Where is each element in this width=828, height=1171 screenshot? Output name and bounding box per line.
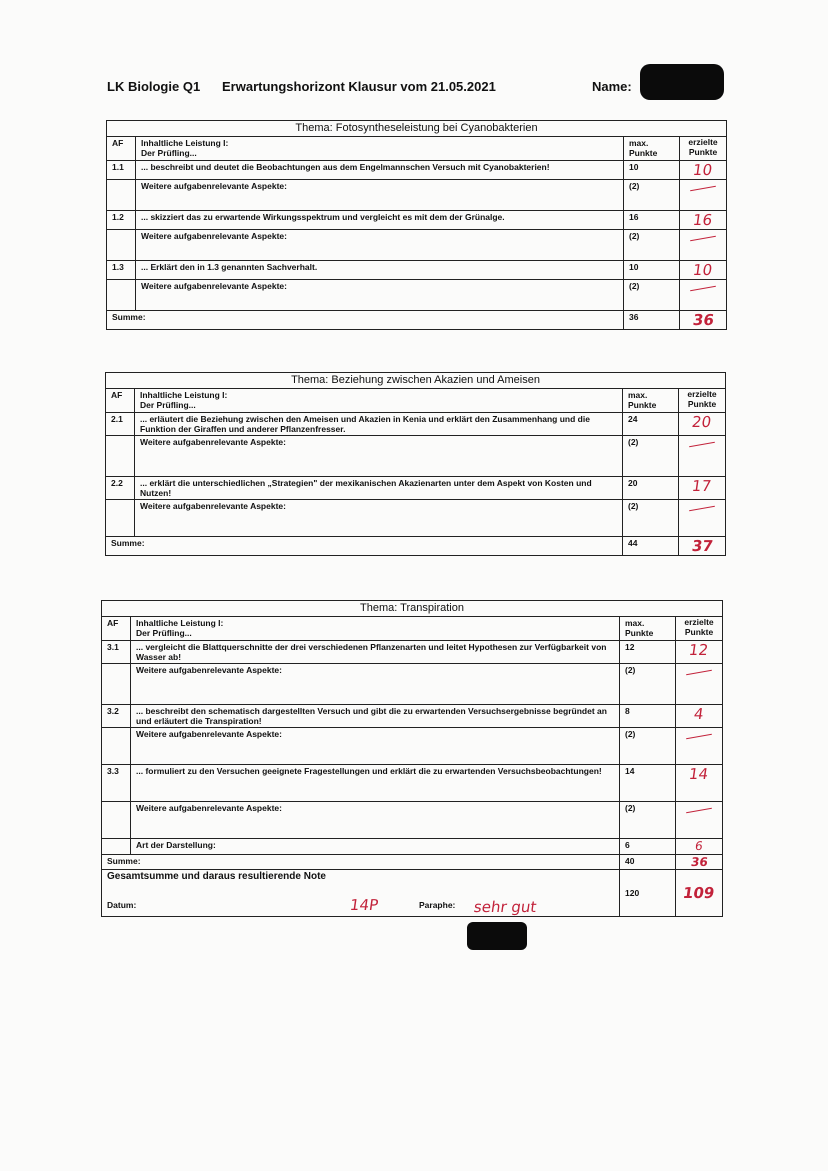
aspects-row: Weitere aufgabenrelevante Aspekte: (2)	[107, 179, 727, 210]
initials-label: Paraphe:	[419, 899, 456, 910]
handwritten-dash	[690, 235, 716, 240]
max-points-header: max. Punkte	[624, 137, 680, 160]
sum-row: Summe: 36 36	[107, 310, 727, 329]
name-label: Name:	[592, 79, 632, 94]
column-header-row: AF Inhaltliche Leistung I: Der Prüfling... max. Punkte erzielte Punkte	[102, 617, 723, 640]
handwritten-score: 10	[692, 160, 714, 179]
task-row: 2.2 ... erklärt die unterschiedlichen „Strategien" der mexikanischen Akazienarten unter dem Aspekt von Kosten und Nutzen! 20 17	[106, 476, 726, 499]
handwritten-dash	[689, 506, 715, 511]
date-label: Datum:	[107, 899, 137, 910]
handwritten-dash	[689, 442, 715, 447]
content-header: Inhaltliche Leistung I: Der Prüfling...	[136, 137, 624, 160]
handwritten-score: 4	[692, 704, 706, 723]
handwritten-dash	[686, 734, 712, 739]
aspects-row: Weitere aufgabenrelevante Aspekte: (2)	[106, 435, 726, 476]
handwritten-score: 12	[688, 640, 710, 659]
handwritten-dash	[690, 285, 716, 290]
aspects-row: Weitere aufgabenrelevante Aspekte: (2)	[102, 728, 723, 765]
handwritten-dash	[690, 185, 716, 190]
af-header: AF	[107, 137, 136, 160]
aspects-row: Weitere aufgabenrelevante Aspekte: (2)	[102, 663, 723, 704]
topic-title: Thema: Beziehung zwischen Akazien und Ameisen	[106, 373, 726, 389]
redacted-name	[640, 64, 724, 100]
handwritten-score: 14	[688, 765, 710, 784]
document-title: Erwartungshorizont Klausur vom 21.05.2021	[222, 79, 496, 94]
handwritten-grand-total: 109	[682, 884, 716, 903]
task-row: 1.1 ... beschreibt und deutet die Beobachtungen aus dem Engelmannschen Versuch mit Cyanobakterien! 10 10	[107, 160, 727, 179]
task-row: 3.1 ... vergleicht die Blattquerschnitte der drei verschiedenen Pflanzenarten und leitet Hypothesen zur Verfügbarkeit von Wasser ab! 12 12	[102, 640, 723, 663]
topic-table-2	[105, 372, 726, 556]
column-header-row	[107, 137, 727, 160]
achieved-points-header: erzielte Punkte	[680, 137, 727, 160]
redacted-initials	[467, 922, 527, 950]
topic-title: Thema: Transpiration	[102, 601, 723, 617]
grand-total-label: Gesamtsumme und daraus resultierende Note	[107, 871, 326, 883]
task-row: 1.2 ... skizziert das zu erwartende Wirkungsspektrum und vergleicht es mit dem der Grünalge. 16 16	[107, 210, 727, 229]
column-header-row: AF Inhaltliche Leistung I: Der Prüfling... max. Punkte erzielte Punkte	[106, 389, 726, 412]
topic-table-1	[106, 120, 727, 330]
sum-row: Summe: 44 37	[106, 537, 726, 556]
handwritten-score: 17	[691, 476, 713, 495]
handwritten-dash	[686, 670, 712, 675]
document-header	[107, 76, 727, 100]
course-title: LK Biologie Q1	[107, 79, 201, 94]
handwritten-sum: 36	[689, 854, 709, 869]
task-row: 3.3 ... formuliert zu den Versuchen geeignete Fragestellungen und erklärt die zu erwartenden Versuchsbeobachtungen! 14 14	[102, 765, 723, 802]
topic-title: Thema: Fotosyntheseleistung bei Cyanobakterien	[107, 121, 727, 137]
grand-total-max: 120	[620, 870, 676, 917]
presentation-row: Art der Darstellung: 6 6	[102, 839, 723, 854]
task-row: 1.3 ... Erklärt den in 1.3 genannten Sachverhalt. 10 10	[107, 260, 727, 279]
topic-table-3	[101, 600, 723, 917]
task-row: 2.1 ... erläutert die Beziehung zwischen den Ameisen und Akazien in Kenia und erklärt den Zusammenhang und die Funktion der Giraffen und anderer Pflanzenfresser. 24 20	[106, 412, 726, 435]
handwritten-score: 20	[691, 412, 713, 431]
aspects-row: Weitere aufgabenrelevante Aspekte: (2)	[107, 279, 727, 310]
handwritten-sum: 36	[691, 310, 715, 329]
aspects-row: Weitere aufgabenrelevante Aspekte: (2)	[102, 802, 723, 839]
handwritten-grade-points: 14P	[348, 896, 380, 914]
aspects-row: Weitere aufgabenrelevante Aspekte: (2)	[106, 500, 726, 537]
aspects-row: Weitere aufgabenrelevante Aspekte: (2)	[107, 229, 727, 260]
handwritten-score: 6	[694, 839, 704, 854]
handwritten-score: 16	[692, 210, 714, 229]
handwritten-sum: 37	[690, 537, 714, 556]
handwritten-dash	[686, 808, 712, 813]
sum-row: Summe: 40 36	[102, 854, 723, 869]
task-row: 3.2 ... beschreibt den schematisch dargestellten Versuch und gibt die zu erwartenden Versuchsergebnisse begründet an und erläutert die Transpiration! 8 4	[102, 704, 723, 727]
handwritten-score: 10	[692, 260, 714, 279]
handwritten-grade-text: sehr gut	[472, 898, 538, 916]
grand-total-row	[102, 870, 723, 917]
